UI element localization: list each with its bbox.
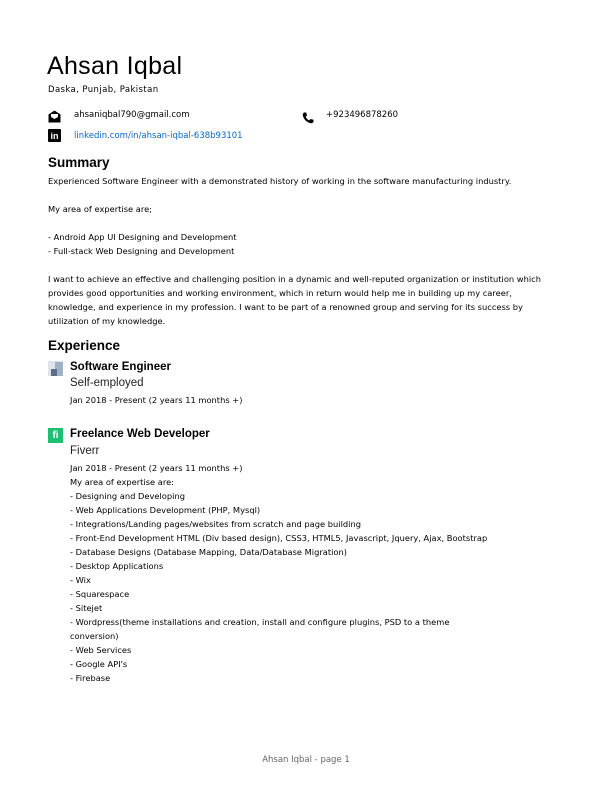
description-line: - Firebase xyxy=(70,673,111,683)
job-dates: Jan 2018 - Present (2 years 11 months +) xyxy=(70,463,243,473)
description-line: - Desktop Applications xyxy=(70,561,164,571)
page-footer: Ahsan Iqbal - page 1 xyxy=(262,755,350,765)
experience-heading: Experience xyxy=(48,338,121,353)
description-line: - Squarespace xyxy=(70,589,130,599)
phone-icon xyxy=(302,109,314,128)
description-line: - Web Services xyxy=(70,645,132,655)
linkedin-link[interactable]: linkedin.com/in/ahsan-iqbal-638b93101 xyxy=(74,131,243,141)
summary-paragraph: My area of expertise are; xyxy=(48,204,152,214)
location: Daska, Punjab, Pakistan xyxy=(48,85,159,95)
summary-paragraph: - Android App UI Designing and Development xyxy=(48,232,237,242)
job-dates: Jan 2018 - Present (2 years 11 months +) xyxy=(70,395,243,405)
description-line: - Wix xyxy=(70,575,91,585)
envelope-icon xyxy=(48,108,61,127)
description-line: - Wordpress(theme installations and creation, install and configure plugins, PSD to a theme conversion) xyxy=(70,617,450,641)
fiverr-logo-icon: fi xyxy=(48,428,63,443)
email[interactable]: ahsaniqbal790@gmail.com xyxy=(74,110,190,120)
summary-heading: Summary xyxy=(48,155,110,170)
description-line: - Google API's xyxy=(70,659,128,669)
phone: +923496878260 xyxy=(326,110,399,120)
candidate-name: Ahsan Iqbal xyxy=(47,52,183,80)
description-line: My area of expertise are: xyxy=(70,477,174,487)
job-title: Software Engineer xyxy=(70,361,171,373)
description-line: - Sitejet xyxy=(70,603,103,613)
linkedin-icon: in xyxy=(48,129,61,142)
company-logo-placeholder-icon xyxy=(48,361,63,376)
description-line: - Front-End Development HTML (Div based design), CSS3, HTML5, Javascript, Jquery, Ajax, Bootstrap xyxy=(70,533,488,543)
summary-paragraph: Experienced Software Engineer with a demonstrated history of working in the software manufacturing industry. xyxy=(48,176,512,186)
job-description xyxy=(70,475,490,685)
summary-paragraph: - Full-stack Web Designing and Development xyxy=(48,246,235,256)
job-company: Self-employed xyxy=(70,377,144,389)
description-line: - Designing and Developing xyxy=(70,491,185,501)
description-line: - Web Applications Development (PHP, Mysql) xyxy=(70,505,261,515)
job-title: Freelance Web Developer xyxy=(70,428,210,440)
description-line: - Integrations/Landing pages/websites from scratch and page building xyxy=(70,519,361,529)
job-company: Fiverr xyxy=(70,445,100,457)
summary-paragraph: I want to achieve an effective and challenging position in a dynamic and well-reputed organization or institution which provides good opportunities and working environment, which in return would help me in building up my career, knowledge, and experience in my profession. I want to be part of a renowned group and serving for its success by utilization of my knowledge. xyxy=(48,274,541,326)
description-line: - Database Designs (Database Mapping, Data/Database Migration) xyxy=(70,547,347,557)
summary-text xyxy=(48,174,548,342)
